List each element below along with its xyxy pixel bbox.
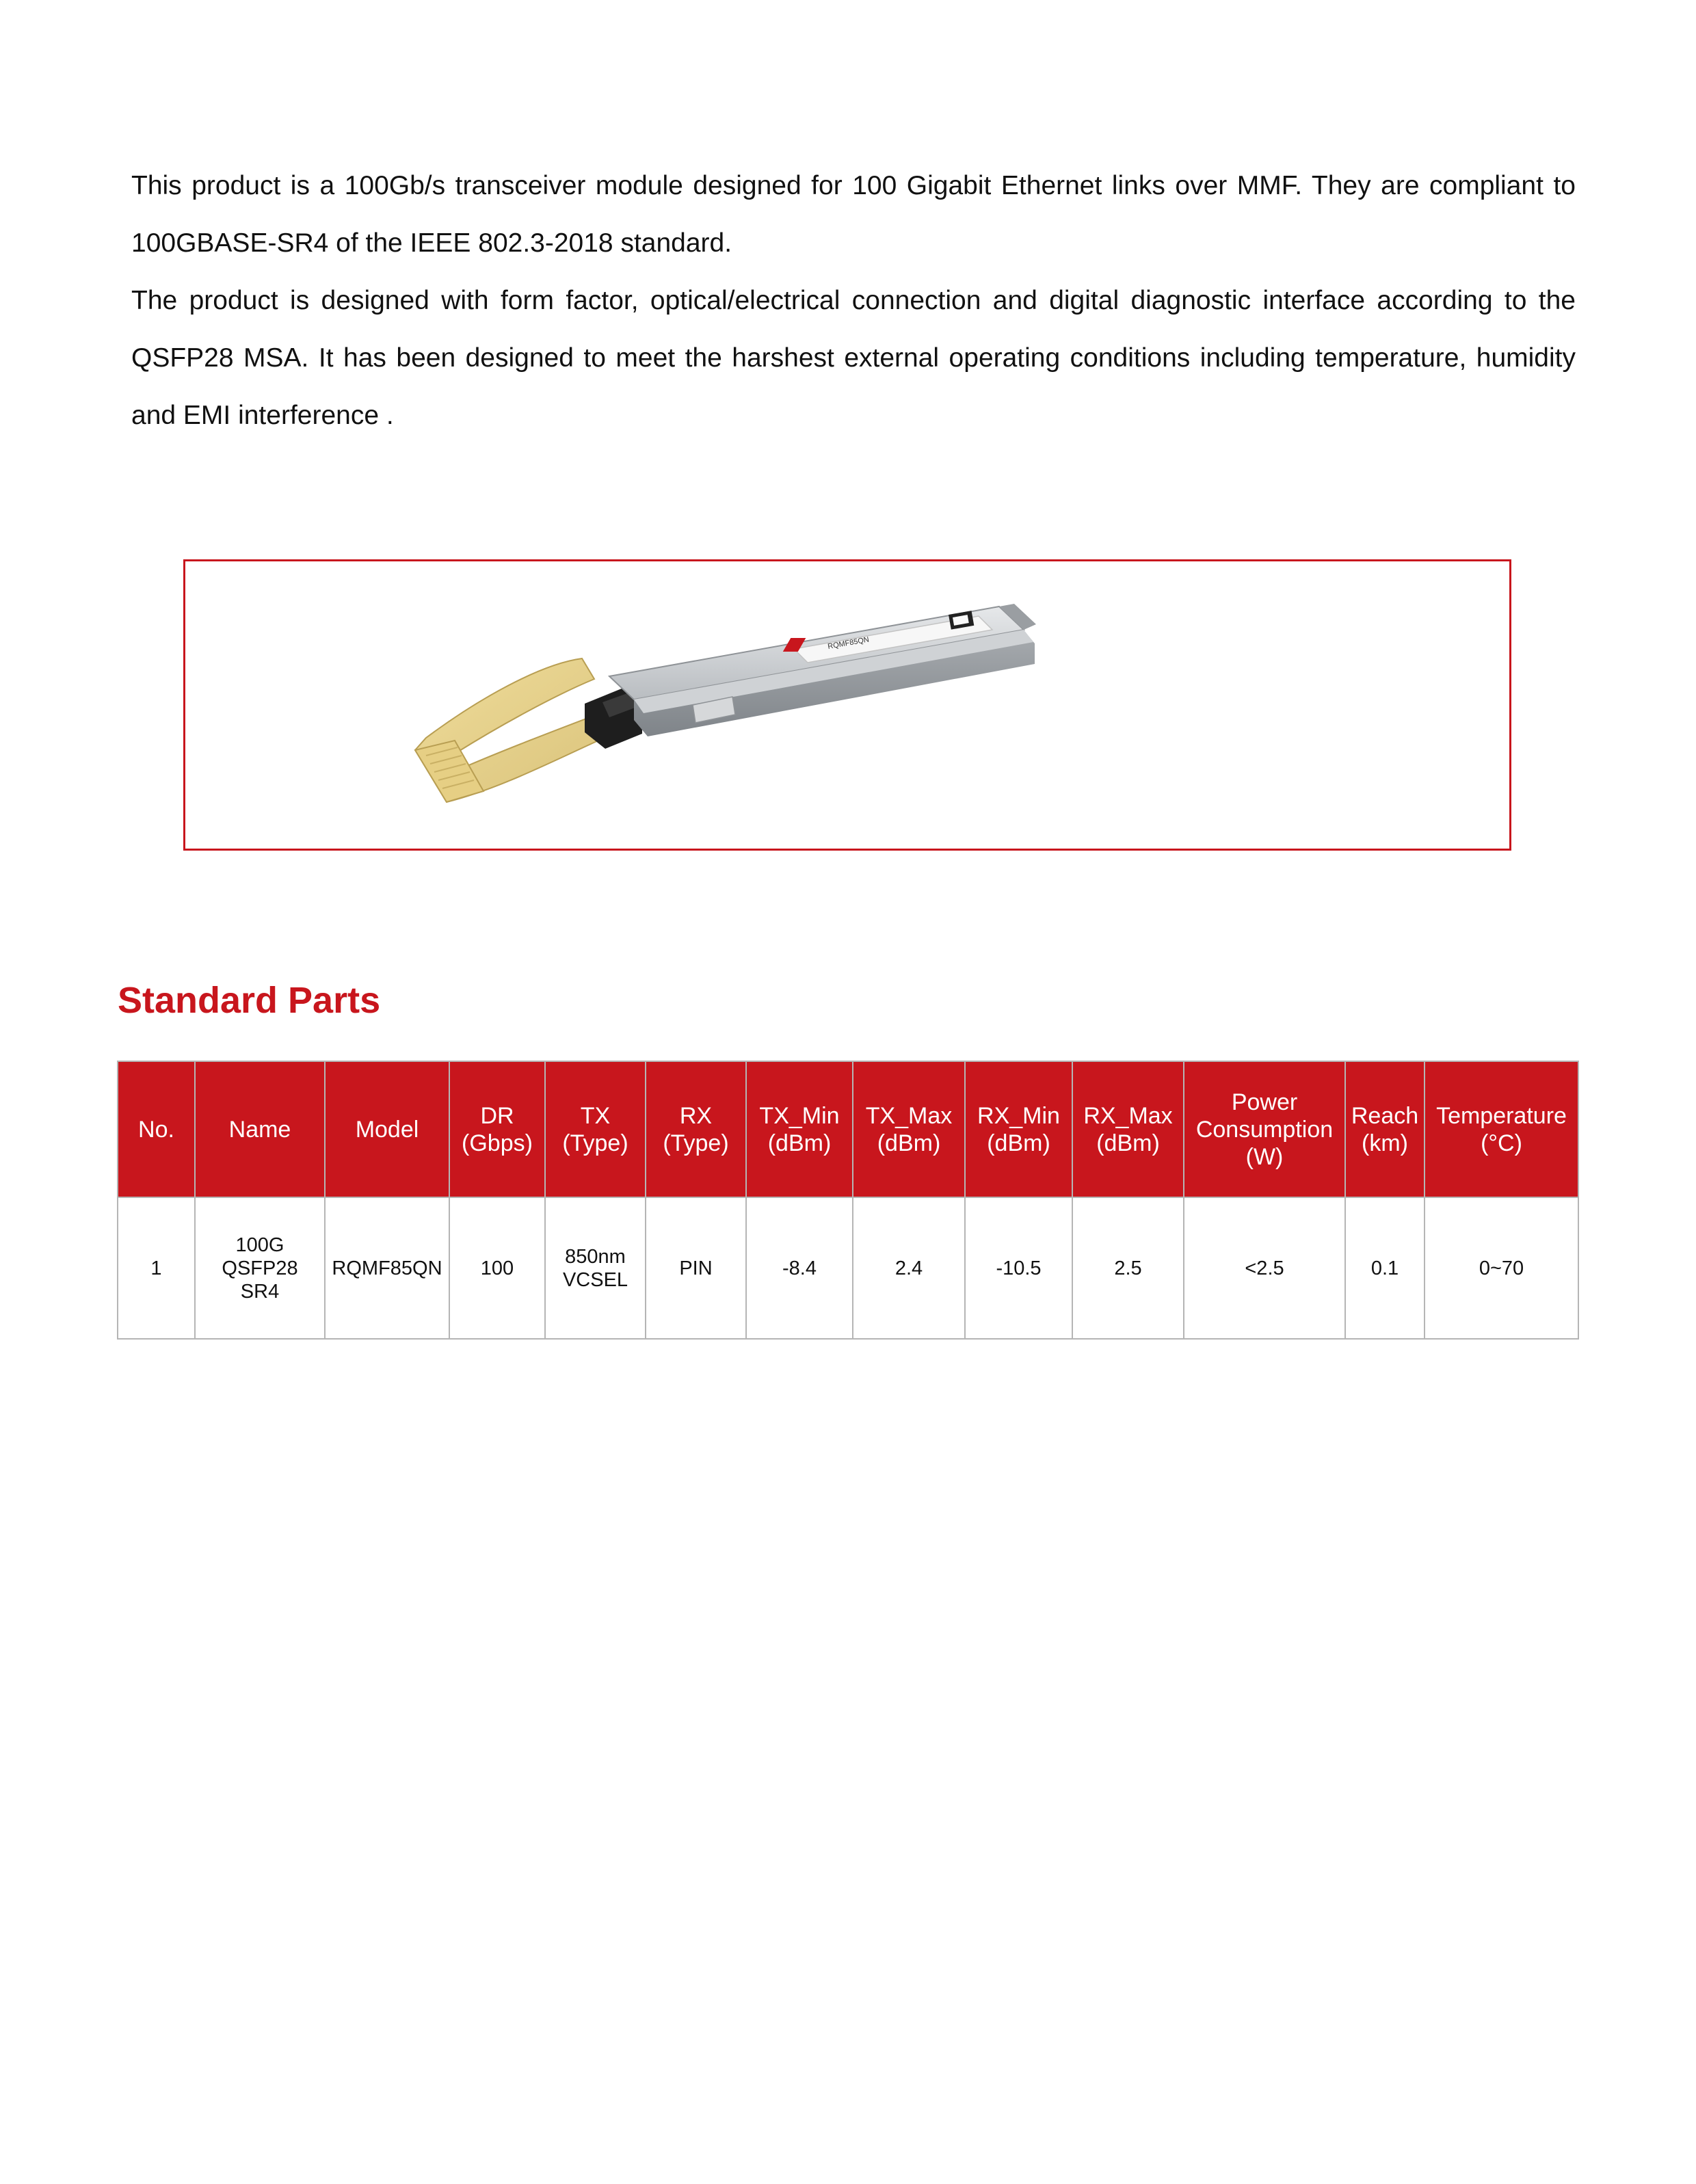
cell-line: (km) xyxy=(1362,1130,1408,1156)
cell-line: (dBm) xyxy=(1096,1130,1160,1156)
table-header-cell xyxy=(325,1061,449,1197)
intro-paragraph-2: The product is designed with form factor, optical/electrical connection and digital diagnostic interface according to the QSFP28 MSA. It has been designed to meet the harshest external operating conditions including temperature, humidity and EMI interference . xyxy=(131,286,1576,430)
cell-line: <2.5 xyxy=(1245,1257,1284,1279)
table-cell xyxy=(853,1197,965,1339)
table-cell xyxy=(449,1197,545,1339)
table-header-cell xyxy=(646,1061,746,1197)
cell-line: 2.5 xyxy=(1114,1257,1142,1279)
cell-line: -10.5 xyxy=(996,1257,1042,1279)
cell-line: (dBm) xyxy=(987,1130,1050,1156)
table-header-row xyxy=(118,1061,1578,1197)
qsfp28-module-image xyxy=(185,561,1513,853)
cell-line: No. xyxy=(138,1116,174,1143)
cell-line: RX_Max xyxy=(1083,1102,1173,1129)
cell-line: VCSEL xyxy=(562,1268,628,1291)
cell-line: 0.1 xyxy=(1370,1257,1399,1279)
cell-line: QSFP28 xyxy=(222,1257,298,1279)
cell-line: Model xyxy=(355,1116,419,1143)
cell-line: (Type) xyxy=(562,1130,628,1156)
table-header-cell xyxy=(118,1061,195,1197)
cell-line: RQMF85QN xyxy=(332,1257,442,1279)
intro-text xyxy=(131,157,1576,444)
cell-line: Power xyxy=(1231,1089,1298,1115)
cell-line: Reach xyxy=(1351,1102,1419,1129)
cell-line: (dBm) xyxy=(767,1130,832,1156)
cell-line: SR4 xyxy=(240,1280,280,1303)
table-header-cell xyxy=(1184,1061,1345,1197)
cell-line: TX_Min xyxy=(759,1102,840,1129)
table-cell xyxy=(746,1197,853,1339)
cell-line: Consumption xyxy=(1195,1116,1334,1143)
table-row xyxy=(118,1197,1578,1339)
cell-line: (dBm) xyxy=(877,1130,941,1156)
table-cell xyxy=(195,1197,325,1339)
table-header-cell xyxy=(545,1061,646,1197)
standard-parts-table xyxy=(117,1061,1579,1340)
table-body xyxy=(118,1197,1578,1339)
cell-line: Temperature xyxy=(1436,1102,1567,1129)
table-header-cell xyxy=(449,1061,545,1197)
table-header-cell xyxy=(965,1061,1072,1197)
section-title: Standard Parts xyxy=(118,980,381,1021)
table-cell xyxy=(965,1197,1072,1339)
table-cell xyxy=(1345,1197,1425,1339)
table-cell xyxy=(118,1197,195,1339)
cell-line: TX xyxy=(580,1102,611,1129)
cell-line: (W) xyxy=(1245,1143,1284,1170)
table-cell xyxy=(1072,1197,1184,1339)
table-cell xyxy=(325,1197,449,1339)
cell-line: 0~70 xyxy=(1479,1257,1524,1279)
table-header-cell xyxy=(853,1061,965,1197)
cell-line: 850nm xyxy=(565,1245,626,1268)
cell-line: TX_Max xyxy=(865,1102,953,1129)
table-header-cell xyxy=(1425,1061,1578,1197)
table-cell xyxy=(545,1197,646,1339)
table-header-cell xyxy=(1345,1061,1425,1197)
cell-line: 2.4 xyxy=(895,1257,923,1279)
product-image-frame xyxy=(183,559,1511,851)
cell-line: Name xyxy=(228,1116,291,1143)
cell-line: (°C) xyxy=(1481,1130,1522,1156)
table-cell xyxy=(1184,1197,1345,1339)
intro-paragraph-1: This product is a 100Gb/s transceiver module designed for 100 Gigabit Ethernet links over MMF. They are compliant to 100GBASE-SR4 of the IEEE 802.3-2018 standard. xyxy=(131,171,1576,258)
cell-line: RX_Min xyxy=(977,1102,1060,1129)
cell-line: -8.4 xyxy=(782,1257,817,1279)
table-header-cell xyxy=(195,1061,325,1197)
cell-line: (Type) xyxy=(663,1130,729,1156)
cell-line: (Gbps) xyxy=(462,1130,533,1156)
label-model-text: RQMF85QN xyxy=(827,635,870,651)
cell-line: PIN xyxy=(679,1257,713,1279)
table-cell xyxy=(1425,1197,1578,1339)
cell-line: 100G xyxy=(235,1234,284,1256)
cell-line: 100 xyxy=(480,1257,514,1279)
table-cell xyxy=(646,1197,746,1339)
cell-line: 1 xyxy=(150,1257,162,1279)
cell-line: RX xyxy=(679,1102,713,1129)
table-header-cell xyxy=(1072,1061,1184,1197)
cell-line: DR xyxy=(480,1102,514,1129)
table-header-cell xyxy=(746,1061,853,1197)
